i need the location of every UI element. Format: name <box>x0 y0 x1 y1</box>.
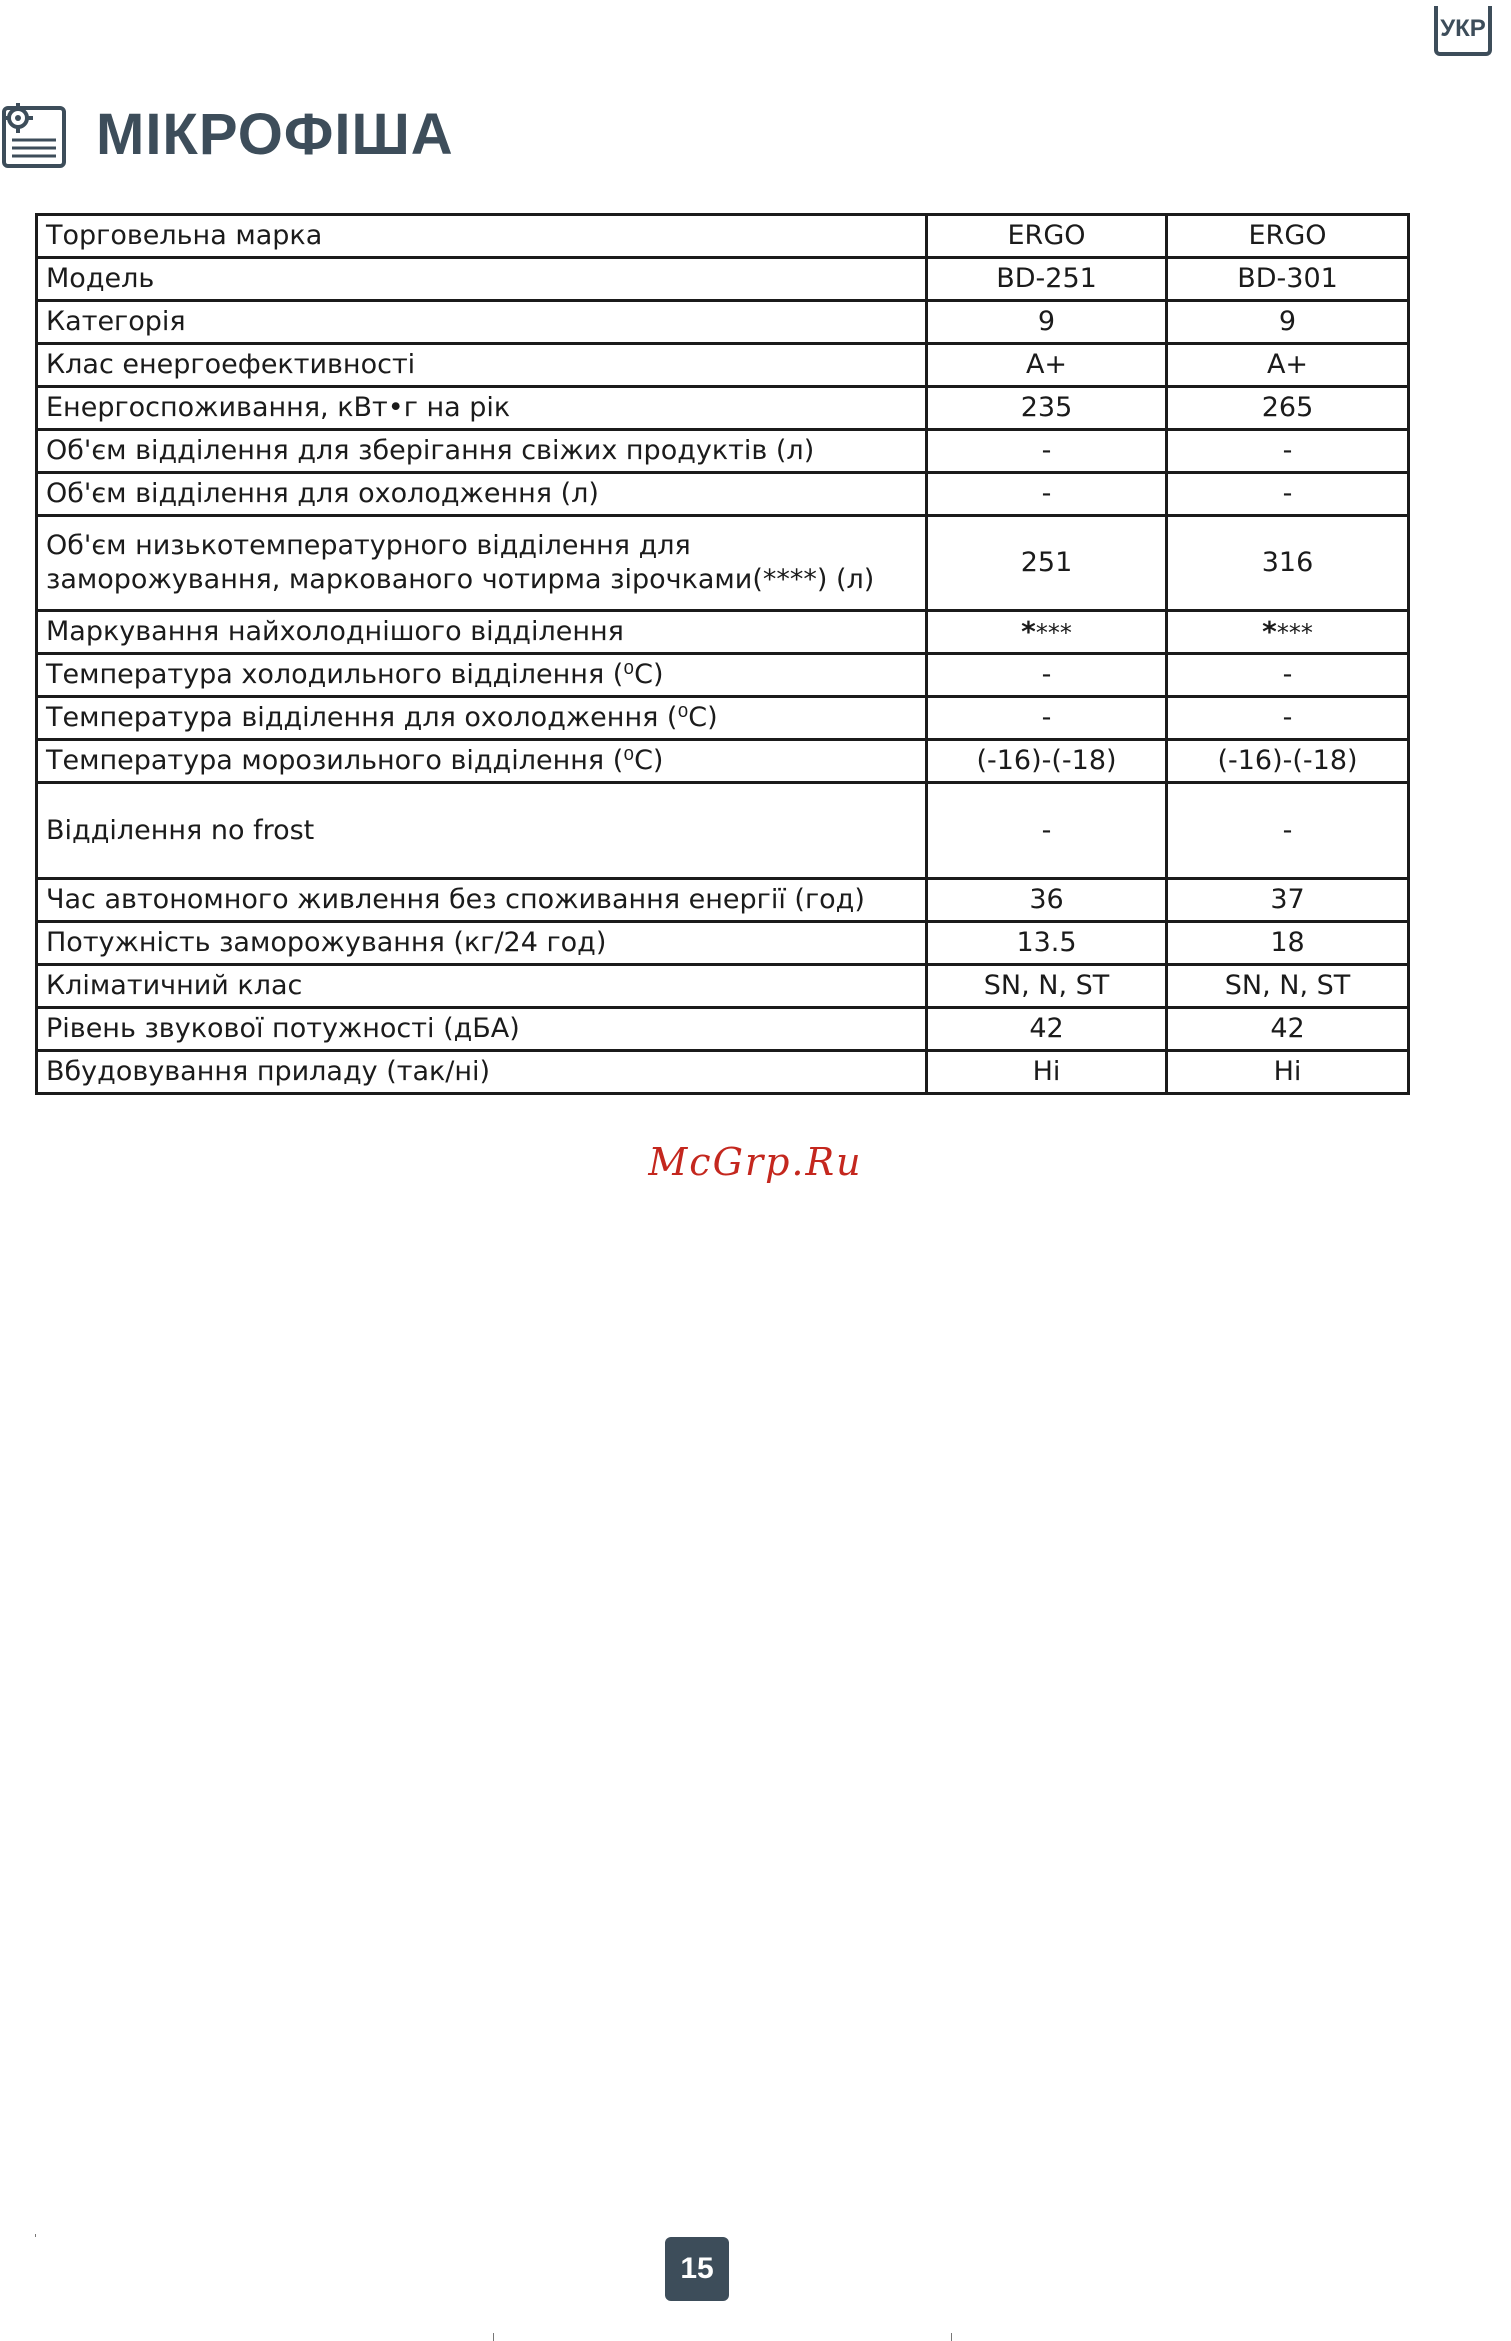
star-rest: *** <box>1035 618 1072 647</box>
table-row <box>37 516 1409 611</box>
star-rating <box>1262 614 1313 648</box>
crop-mark <box>35 2234 36 2237</box>
cell-bd251: - <box>927 473 1167 516</box>
table-row <box>37 965 1409 1008</box>
table-row <box>37 258 1409 301</box>
cell-bd301: - <box>1167 654 1409 697</box>
table-row <box>37 1051 1409 1094</box>
crop-mark <box>493 2333 494 2341</box>
cell-bd301: SN, N, ST <box>1167 965 1409 1008</box>
table-row <box>37 697 1409 740</box>
star-rating <box>1021 614 1072 648</box>
cell-bd301: BD-301 <box>1167 258 1409 301</box>
settings-document-icon <box>0 98 68 170</box>
table-row <box>37 654 1409 697</box>
cell-bd251 <box>927 611 1167 654</box>
table-row <box>37 430 1409 473</box>
row-label: Маркування найхолоднішого відділення <box>37 611 927 654</box>
row-label-line: Об'єм низькотемпературного відділення для <box>46 530 691 561</box>
cell-bd301: 42 <box>1167 1008 1409 1051</box>
cell-bd251: 235 <box>927 387 1167 430</box>
cell-bd301: - <box>1167 783 1409 879</box>
cell-bd301: 37 <box>1167 879 1409 922</box>
row-label: Температура морозильного відділення (⁰С) <box>37 740 927 783</box>
row-label: Час автономного живлення без споживання енергії (год) <box>37 879 927 922</box>
cell-bd251: ERGO <box>927 215 1167 258</box>
cell-bd301: (-16)-(-18) <box>1167 740 1409 783</box>
cell-bd251: - <box>927 654 1167 697</box>
cell-bd301: ERGO <box>1167 215 1409 258</box>
watermark: McGrp.Ru <box>648 1140 863 1184</box>
row-label: Енергоспоживання, кВт•г на рік <box>37 387 927 430</box>
row-label: Категорія <box>37 301 927 344</box>
language-badge: УКР <box>1434 6 1492 56</box>
cell-bd251: Ні <box>927 1051 1167 1094</box>
cell-bd301: 9 <box>1167 301 1409 344</box>
cell-bd301: 18 <box>1167 922 1409 965</box>
row-label: Модель <box>37 258 927 301</box>
table-row <box>37 215 1409 258</box>
cell-bd251: - <box>927 783 1167 879</box>
cell-bd301: - <box>1167 473 1409 516</box>
cell-bd251: (-16)-(-18) <box>927 740 1167 783</box>
cell-bd251: 9 <box>927 301 1167 344</box>
cell-bd301: 316 <box>1167 516 1409 611</box>
row-label: Об'єм відділення для зберігання свіжих продуктів (л) <box>37 430 927 473</box>
row-label: Температура холодильного відділення (⁰С) <box>37 654 927 697</box>
table-row <box>37 611 1409 654</box>
cell-bd251: A+ <box>927 344 1167 387</box>
cell-bd301: 265 <box>1167 387 1409 430</box>
table-row <box>37 922 1409 965</box>
star-bold: * <box>1021 614 1036 648</box>
cell-bd251: - <box>927 430 1167 473</box>
cell-bd251: 13.5 <box>927 922 1167 965</box>
table-row <box>37 740 1409 783</box>
cell-bd301: - <box>1167 697 1409 740</box>
table-row <box>37 783 1409 879</box>
page-header <box>0 98 454 170</box>
cell-bd301: - <box>1167 430 1409 473</box>
row-label: Клас енергоефективності <box>37 344 927 387</box>
row-label-line: заморожування, маркованого чотирма зірочками(****) (л) <box>46 564 875 595</box>
star-bold: * <box>1262 614 1277 648</box>
table-row <box>37 1008 1409 1051</box>
row-label: Відділення no frost <box>37 783 927 879</box>
cell-bd301: A+ <box>1167 344 1409 387</box>
table-row <box>37 879 1409 922</box>
row-label: Об'єм відділення для охолодження (л) <box>37 473 927 516</box>
cell-bd301: Ні <box>1167 1051 1409 1094</box>
cell-bd251: 42 <box>927 1008 1167 1051</box>
cell-bd251: SN, N, ST <box>927 965 1167 1008</box>
star-rest: *** <box>1276 618 1313 647</box>
row-label: Температура відділення для охолодження (⁰С) <box>37 697 927 740</box>
row-label <box>37 516 927 611</box>
crop-mark <box>951 2333 952 2341</box>
cell-bd251: 36 <box>927 879 1167 922</box>
cell-bd251: - <box>927 697 1167 740</box>
row-label: Кліматичний клас <box>37 965 927 1008</box>
table-row <box>37 473 1409 516</box>
cell-bd251: 251 <box>927 516 1167 611</box>
page-number: 15 <box>665 2237 729 2301</box>
cell-bd251: BD-251 <box>927 258 1167 301</box>
row-label: Рівень звукової потужності (дБА) <box>37 1008 927 1051</box>
table-row <box>37 344 1409 387</box>
row-label: Потужність заморожування (кг/24 год) <box>37 922 927 965</box>
table-row <box>37 301 1409 344</box>
row-label: Торговельна марка <box>37 215 927 258</box>
table-row <box>37 387 1409 430</box>
row-label: Вбудовування приладу (так/ні) <box>37 1051 927 1094</box>
page-title: МІКРОФІША <box>96 101 454 167</box>
microfiche-table <box>35 213 1410 1095</box>
cell-bd301 <box>1167 611 1409 654</box>
